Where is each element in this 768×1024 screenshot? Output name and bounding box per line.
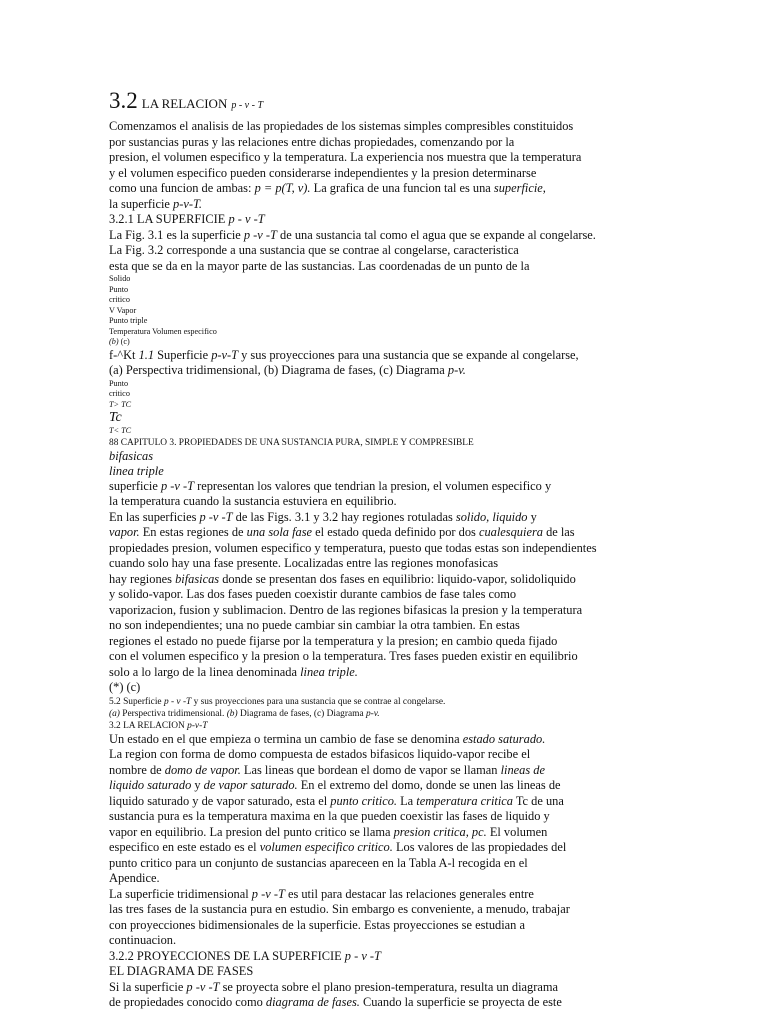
- text-line: y solido-vapor. Las dos fases pueden coexistir durante cambios de fase tales como: [109, 587, 517, 601]
- figure-label: (*) (c): [109, 680, 141, 694]
- text-line: vaporizacion, fusion y sublimacion. Dentro de las regiones bifasicas la presion y la temperatura: [109, 602, 583, 617]
- text-line: cuando solo hay una fase presente. Localizadas entre las regiones monofasicas: [109, 556, 499, 570]
- text-line: Apendice.: [109, 871, 160, 885]
- subsection-heading: 3.2.2 PROYECCIONES DE LA SUPERFICIE p - v -T: [109, 948, 381, 963]
- text-line: especifico en este estado es el volumen especifico critico. Los valores de las propiedades del: [109, 840, 567, 854]
- document-page: [109, 88, 759, 1011]
- text-line: la superficie p-v-T.: [109, 196, 203, 211]
- figure-label: Punto: [109, 284, 129, 294]
- figure-label: critico: [109, 389, 130, 398]
- text-line: las tres fases de la sustancia pura en estudio. Sin embargo es conveniente, a menudo, trabajar: [109, 902, 570, 916]
- text-line: solo a lo largo de la linea denominada linea triple.: [109, 664, 358, 679]
- text-line: vapor en equilibrio. La presion del punto critico se llama presion critica, pc. El volumen: [109, 824, 548, 839]
- text-line: Si la superficie p -v -T se proyecta sobre el plano presion-temperatura, resulta un diagrama: [109, 979, 559, 994]
- text-line: superficie p -v -T representan los valores que tendrian la presion, el volumen especifico y: [109, 478, 552, 493]
- figure-3-1-labels: [109, 274, 759, 348]
- text-line: La superficie tridimensional p -v -T es util para destacar las relaciones generales entre: [109, 886, 534, 901]
- figure-3-2-labels: [109, 379, 759, 437]
- running-head: 3.2 LA RELACION p-v-T: [109, 720, 208, 731]
- figure-caption: (a) Perspectiva tridimensional. (b) Diagrama de fases, (c) Diagrama p-v.: [109, 708, 380, 719]
- figure-label: Solido: [109, 274, 131, 283]
- text-line: por sustancias puras y las relaciones entre dichas propiedades, comenzando por la: [109, 134, 515, 149]
- figure-label: (b) (c): [109, 337, 130, 346]
- section-title-pvt: p - v - T: [231, 100, 264, 111]
- text-line: En las superficies p -v -T de las Figs. 3.1 y 3.2 hay regiones rotuladas solido, liquido y: [109, 509, 537, 524]
- text-line: La region con forma de domo compuesta de estados bifasicos liquido-vapor recibe el: [109, 747, 531, 761]
- figure-caption: (a) Perspectiva tridimensional, (b) Diagrama de fases, (c) Diagrama p-v.: [109, 363, 466, 377]
- text-line: liquido saturado y de vapor saturado, esta el punto critico. La temperatura critica Tc de una: [109, 793, 564, 808]
- text-line: como una funcion de ambas: p = p(T, v). La grafica de una funcion tal es una superficie,: [109, 181, 546, 195]
- text-line: La Fig. 3.2 corresponde a una sustancia que se contrae al congelarse, caracteristica: [109, 243, 519, 257]
- text-line: Comenzamos el analisis de las propiedades de los sistemas simples compresibles constituidos: [109, 119, 574, 133]
- subsection-heading: 3.2.1 LA SUPERFICIE p - v -T: [109, 212, 265, 226]
- text-line: con proyecciones bidimensionales de la superficie. Estas proyecciones se estudian a: [109, 917, 525, 932]
- text-line: sustancia pura es la temperatura maxima en la que pueden coexistir las fases de liquido y: [109, 809, 550, 823]
- section-number: 3.2: [109, 88, 138, 113]
- text-line: punto critico para un conjunto de sustancias apareceen en la Tabla A-l recogida en el: [109, 855, 528, 870]
- text-line: y el volumen especifico pueden considerarse independientes y la presion determinarse: [109, 165, 537, 180]
- figure-label: V Vapor: [109, 305, 137, 315]
- section-heading: [109, 88, 759, 119]
- figure-label: Punto triple: [109, 316, 148, 325]
- text-line: regiones el estado no puede fijarse por la temperatura y la presion; en cambio queda fijado: [109, 633, 558, 648]
- figure-label: Tc: [109, 410, 122, 425]
- figure-caption: f-^Kt 1.1 Superficie p-v-T y sus proyecciones para una sustancia que se expande al congelarse,: [109, 347, 579, 362]
- text-line: liquido saturado y de vapor saturado. En el extremo del domo, donde se unen las lineas de: [109, 778, 561, 792]
- text-line: Un estado en el que empieza o termina un cambio de fase se denomina estado saturado.: [109, 731, 546, 746]
- text-line: propiedades presion, volumen especifico y temperatura, puesto que todas estas son independientes: [109, 540, 597, 555]
- subsection-heading: EL DIAGRAMA DE FASES: [109, 964, 254, 978]
- figure-label: Punto: [109, 378, 129, 388]
- text-line: nombre de domo de vapor. Las lineas que bordean el domo de vapor se llaman lineas de: [109, 762, 545, 777]
- text-line: esta que se da en la mayor parte de las sustancias. Las coordenadas de un punto de la: [109, 258, 530, 273]
- figure-label: T> TC: [109, 399, 132, 409]
- text-line: La Fig. 3.1 es la superficie p -v -T de una sustancia tal como el agua que se expande al congelarse.: [109, 227, 596, 242]
- text-line: continuacion.: [109, 933, 177, 947]
- section-title: LA RELACION: [141, 96, 228, 111]
- text-line: vapor. En estas regiones de una sola fase el estado queda definido por dos cualesquiera de las: [109, 525, 575, 539]
- text-line: hay regiones bifasicas donde se presentan dos fases en equilibrio: liquido-vapor, solidoliquido: [109, 571, 576, 586]
- figure-label: bifasicas: [109, 448, 154, 463]
- text-line: presion, el volumen especifico y la temperatura. La experiencia nos muestra que la temperatura: [109, 150, 582, 164]
- figure-label: linea triple: [109, 463, 164, 478]
- figure-label: critico: [109, 295, 130, 304]
- text-line: de propiedades conocido como diagrama de fases. Cuando la superficie se proyecta de este: [109, 995, 562, 1009]
- figure-caption: 5.2 Superficie p - v -T y sus proyecciones para una sustancia que se contrae al congelarse.: [109, 696, 446, 707]
- figure-label: Temperatura Volumen especifico: [109, 326, 217, 336]
- text-line: no son independientes; una no puede cambiar sin cambiar la otra tambien. En estas: [109, 618, 520, 632]
- text-line: con el volumen especifico y la presion o la temperatura. Tres fases pueden existir en equilibrio: [109, 649, 578, 663]
- figure-label: T< TC: [109, 426, 132, 435]
- text-line: la temperatura cuando la sustancia estuviera en equilibrio.: [109, 494, 397, 508]
- running-head: 88 CAPITULO 3. PROPIEDADES DE UNA SUSTANCIA PURA, SIMPLE Y COMPRESIBLE: [109, 437, 474, 448]
